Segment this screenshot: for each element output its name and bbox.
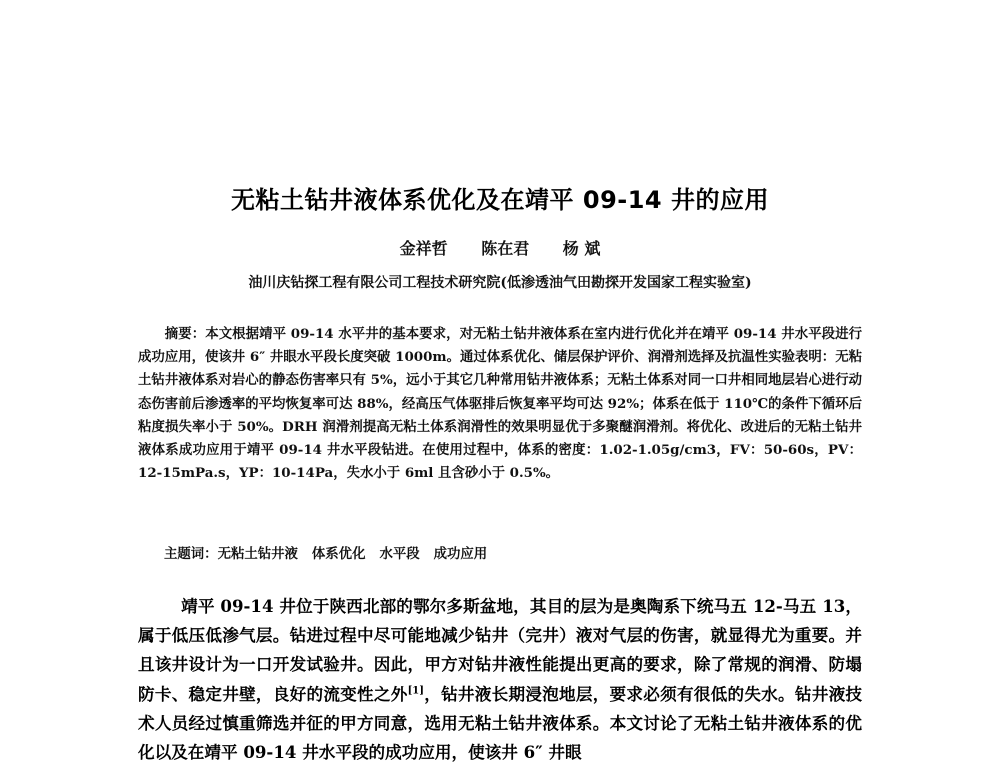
author-name: 杨 斌 [562, 239, 601, 258]
keywords [164, 543, 501, 562]
keyword: 成功应用 [433, 546, 488, 562]
affiliation: 油川庆钻探工程有限公司工程技术研究院(低渗透油气田勘探开发国家工程实验室) [248, 275, 752, 291]
body-paragraph [138, 592, 862, 767]
keywords-label: 主题词： [164, 547, 218, 562]
body-text-part: ，钻井液长期浸泡地层，要求必须有很低的失水。钻井液技术人员经过慎重筛选并征的甲方同意，选用无粘土钻井液体系。本文讨论了无粘土钻井液体系的优化以及在靖平 09-14 井水平段的成功应用，使该井 6″ 井眼 [138, 683, 863, 763]
author-list [0, 236, 1000, 259]
abstract-label: 摘要： [164, 327, 206, 342]
keyword: 无粘土钻井液 [217, 546, 298, 562]
keyword: 体系优化 [311, 546, 366, 562]
keyword: 水平段 [379, 546, 420, 562]
citation-ref[interactable]: [1] [407, 685, 424, 697]
abstract-text: 本文根据靖平 09-14 水平井的基本要求，对无粘土钻井液体系在室内进行优化并在靖平 09-14 井水平段进行成功应用，使该井 6″ 井眼水平段长度突破 1000m。通过体系优化、储层保护评价、润滑剂选择及抗温性实验表明：无粘土钻井液体系对岩心的静态伤害率只有 5%，远小于其它几种常用钻井液体系；无粘土体系对同一口井相同地层岩心进行动态伤害前后渗透率的平均恢复率可达 88%，经高压气体驱排后恢复率平均可达 92%；体系在低于 110℃的条件下循环后粘度损失率小于 50%。DRH 润滑剂提高无粘土体系润滑性的效果明显优于多聚醚润滑剂。将优化、改进后的无粘土钻井液体系成功应用于靖平 09-14 井水平段钻进。在使用过程中，体系的密度：1.02-1.05g/cm3，FV：50-60s，PV：12-15mPa.s，YP：10-14Pa，失水小于 6ml 且含砂小于 0.5%。 [138, 326, 862, 482]
body-text-part: 靖平 09-14 井位于陕西北部的鄂尔多斯盆地，其目的层为是奥陶系下统马五 12-马五 13，属于低压低渗气层。钻进过程中尽可能地减少钻井（完井）液对气层的伤害，就显得尤为重要。并且该井设计为一口开发试验井。因此，甲方对钻井液性能提出更高的要求，除了常规的润滑、防塌防卡、稳定井壁，良好的流变性之外 [138, 596, 862, 704]
author-name: 陈在君 [481, 239, 530, 258]
paper-title: 无粘土钻井液体系优化及在靖平 09-14 井的应用 [231, 186, 769, 214]
abstract [138, 323, 862, 485]
author-name: 金祥哲 [399, 239, 448, 258]
